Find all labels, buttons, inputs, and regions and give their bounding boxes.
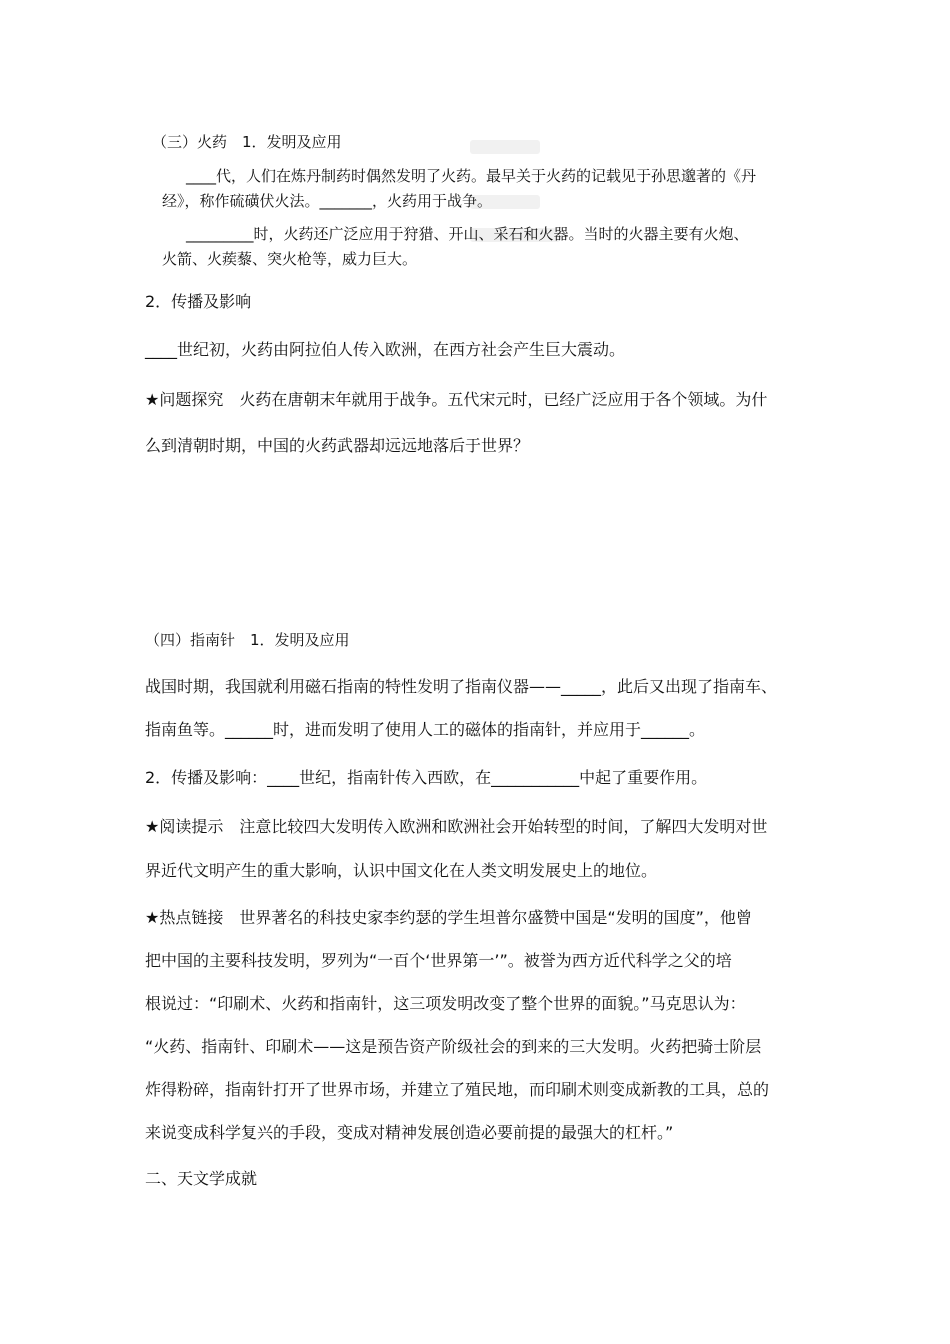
gunpowder-invention-line-2: 经》，称作硫磺伏火法。_______，火药用于战争。 <box>162 192 493 210</box>
gunpowder-spread-heading: 2．传播及影响 <box>145 292 252 311</box>
hot-link-line-6: 来说变成科学复兴的手段，变成对精神发展创造必要前提的最强大的杠杆。” <box>145 1123 674 1142</box>
compass-heading: （四）指南针 1．发明及应用 <box>145 631 350 649</box>
gunpowder-usage-line-1: _________时，火药还广泛应用于狩猎、开山、采石和火器。当时的火器主要有火炮、 <box>186 225 749 243</box>
hot-link-line-5: 炸得粉碎，指南针打开了世界市场，并建立了殖民地，而印刷术则变成新教的工具，总的 <box>145 1080 770 1099</box>
compass-invention-line-1: 战国时期，我国就利用磁石指南的特性发明了指南仪器——_____，此后又出现了指南车、 <box>145 677 778 696</box>
gunpowder-question-line-2: 么到清朝时期，中国的火药武器却远远地落后于世界？ <box>145 436 530 455</box>
gunpowder-invention-line-1: ____代，人们在炼丹制药时偶然发明了火药。最早关于火药的记载见于孙思邈著的《丹 <box>186 167 757 185</box>
compass-spread: 2．传播及影响：____世纪，指南针传入西欧，在___________中起了重要作用。 <box>145 768 708 787</box>
reading-tip-line-1: ★阅读提示 注意比较四大发明传入欧洲和欧洲社会开始转型的时间，了解四大发明对世 <box>145 817 768 836</box>
hot-link-line-4: “火药、指南针、印刷术——这是预告资产阶级社会的到来的三大发明。火药把骑士阶层 <box>145 1037 762 1056</box>
compass-invention-line-2: 指南鱼等。______时，进而发明了使用人工的磁体的指南针，并应用于______。 <box>145 720 706 739</box>
gunpowder-question-line-1: ★问题探究 火药在唐朝末年就用于战争。五代宋元时，已经广泛应用于各个领域。为什 <box>145 390 768 409</box>
gunpowder-spread-text: ____世纪初，火药由阿拉伯人传入欧洲，在西方社会产生巨大震动。 <box>145 340 626 359</box>
gunpowder-usage-line-2: 火箭、火蒺藜、突火枪等，威力巨大。 <box>162 250 418 268</box>
watermark <box>470 140 540 154</box>
astronomy-heading: 二、天文学成就 <box>145 1169 258 1188</box>
gunpowder-heading: （三）火药 1．发明及应用 <box>152 133 342 151</box>
hot-link-line-1: ★热点链接 世界著名的科技史家李约瑟的学生坦普尔盛赞中国是“发明的国度”，他曾 <box>145 908 752 927</box>
hot-link-line-2: 把中国的主要科技发明，罗列为“一百个‘世界第一’”。被誉为西方近代科学之父的培 <box>145 951 732 970</box>
reading-tip-line-2: 界近代文明产生的重大影响，认识中国文化在人类文明发展史上的地位。 <box>145 861 658 880</box>
hot-link-line-3: 根说过：“印刷术、火药和指南针，这三项发明改变了整个世界的面貌。”马克思认为： <box>145 994 746 1013</box>
